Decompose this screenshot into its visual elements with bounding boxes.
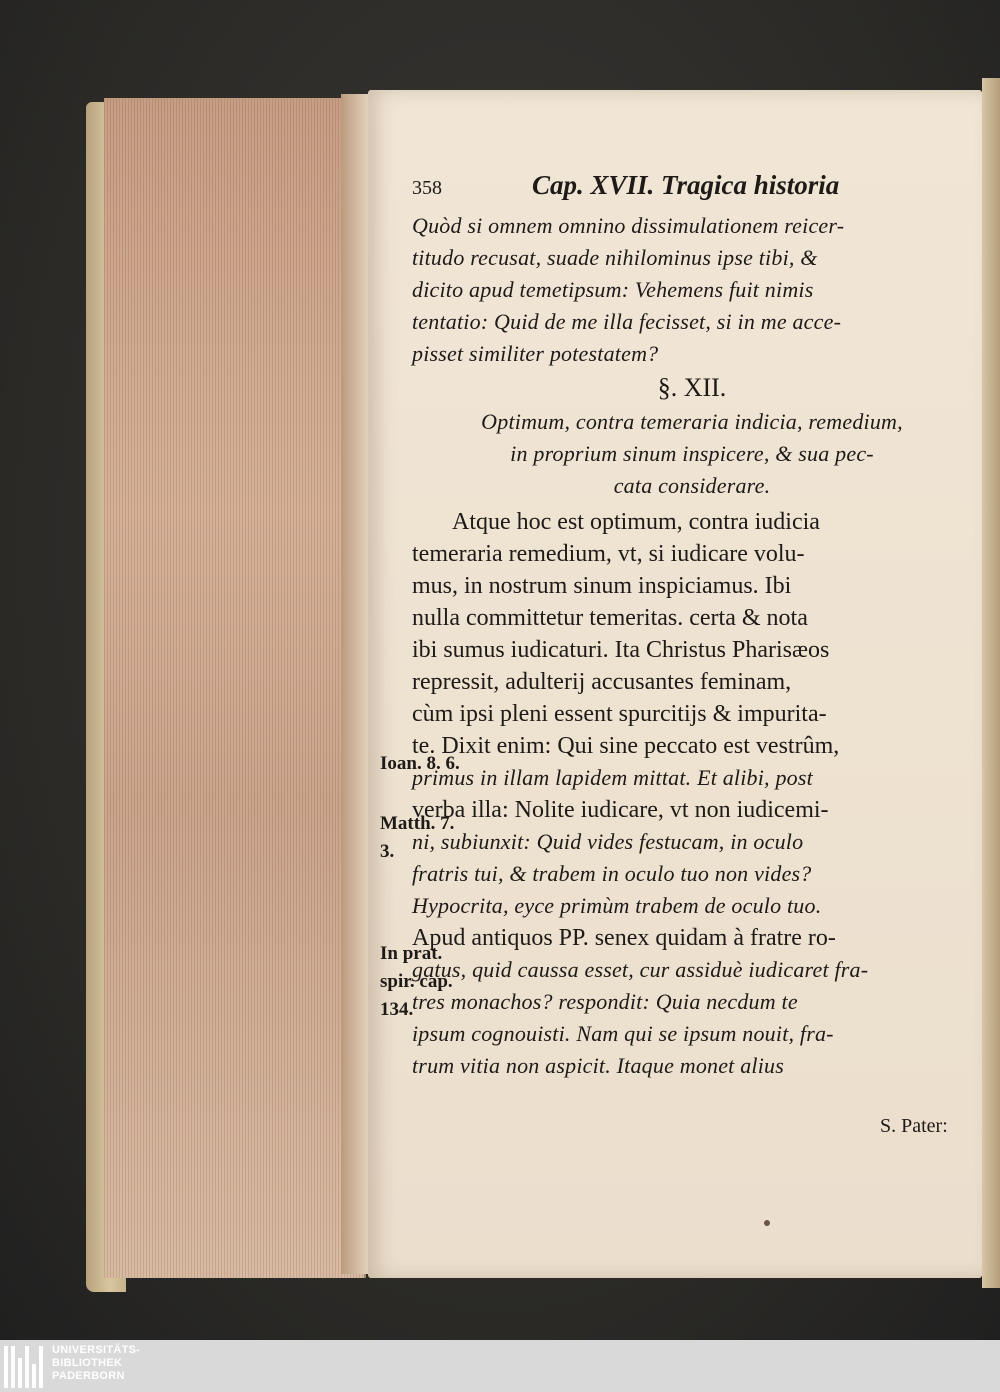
text-line: dicito apud temetipsum: Vehemens fuit nimis [412,277,814,302]
text-line: repressit, adulterij accusantes feminam, [412,669,792,695]
text-line: tentatio: Quid de me illa fecisset, si in me acce- [412,309,842,334]
chapter-title: Cap. XVII. Tragica historia [532,170,840,200]
running-head [412,170,972,210]
text-line: ipsum cognouisti. Nam qui se ipsum nouit, fra- [412,1021,834,1046]
italic-paragraph [412,210,972,370]
ink-speck [764,1220,770,1226]
library-logo-icon [4,1346,44,1388]
gutter-shadow [341,94,371,1274]
text-line: Apud antiquos PP. senex quidam à fratre ro- [412,925,836,951]
text-line: ibi sumus iudicaturi. Ita Christus Pharisæos [412,637,830,663]
text-line: Hypocrita, eyce primùm trabem de oculo tuo. [412,893,822,918]
page-block-edges [104,98,366,1278]
text-line: Atque hoc est optimum, contra iudicia [452,509,820,535]
text-line: primus in illam lapidem mittat. Et alibi, post [412,765,813,790]
catchword: S. Pater: [880,1115,948,1137]
page-number: 358 [412,177,442,199]
text-line: pisset similiter potestatem? [412,341,659,366]
text-line: fratris tui, & trabem in oculo tuo non vides? [412,861,812,886]
summary-line: in proprium sinum inspicere, & sua pec- [510,441,874,466]
text-line: cùm ipsi pleni essent spurcitijs & impurita- [412,701,827,727]
margin-note-matth [380,810,490,866]
summary-line: cata considerare. [613,473,771,498]
section-heading: §. XII. [657,373,727,402]
text-line: nulla committetur temeritas. certa & nota [412,605,808,631]
margin-note-text: 3. [380,841,395,862]
text-line: gatus, quid caussa esset, cur assiduè iudicaret fra- [412,957,869,982]
summary-line: Optimum, contra temeraria indicia, remedium, [481,409,903,434]
section-summary [412,406,972,502]
text-line: titudo recusat, suade nihilominus ipse tibi, & [412,245,818,270]
text-line: te. Dixit enim: Qui sine peccato est vestrûm, [412,733,840,759]
text-line: mus, in nostrum sinum inspiciamus. Ibi [412,573,792,599]
page-text [412,170,972,1082]
text-line: ni, subiunxit: Quid vides festucam, in oculo [412,829,804,854]
library-footer [0,1340,1000,1392]
text-line: trum vitia non aspicit. Itaque monet alius [412,1053,784,1078]
logo-line: BIBLIOTHEK [52,1357,123,1369]
margin-note-text: In prat. [380,943,443,964]
body-paragraph [412,506,972,1082]
text-line: temeraria remedium, vt, si iudicare volu- [412,541,805,567]
facing-page-edge [982,78,1000,1288]
logo-line: UNIVERSITÄTS- [52,1344,141,1356]
text-line: Quòd si omnem omnino dissimulationem reicer- [412,213,845,238]
library-logo-text [52,1344,140,1383]
margin-note-text: spir. cap. [380,971,453,992]
logo-line: PADERBORN [52,1370,125,1382]
margin-note-ioan [380,750,490,778]
margin-note-text: Ioan. 8. 6. [380,753,460,774]
text-line: tres monachos? respondit: Quia necdum te [412,989,798,1014]
margin-note-text: 134. [380,999,414,1020]
margin-note-text: Matth. 7. [380,813,455,834]
text-line: verba illa: Nolite iudicare, vt non iudicemi- [412,797,829,823]
margin-note-prat [380,940,490,1024]
